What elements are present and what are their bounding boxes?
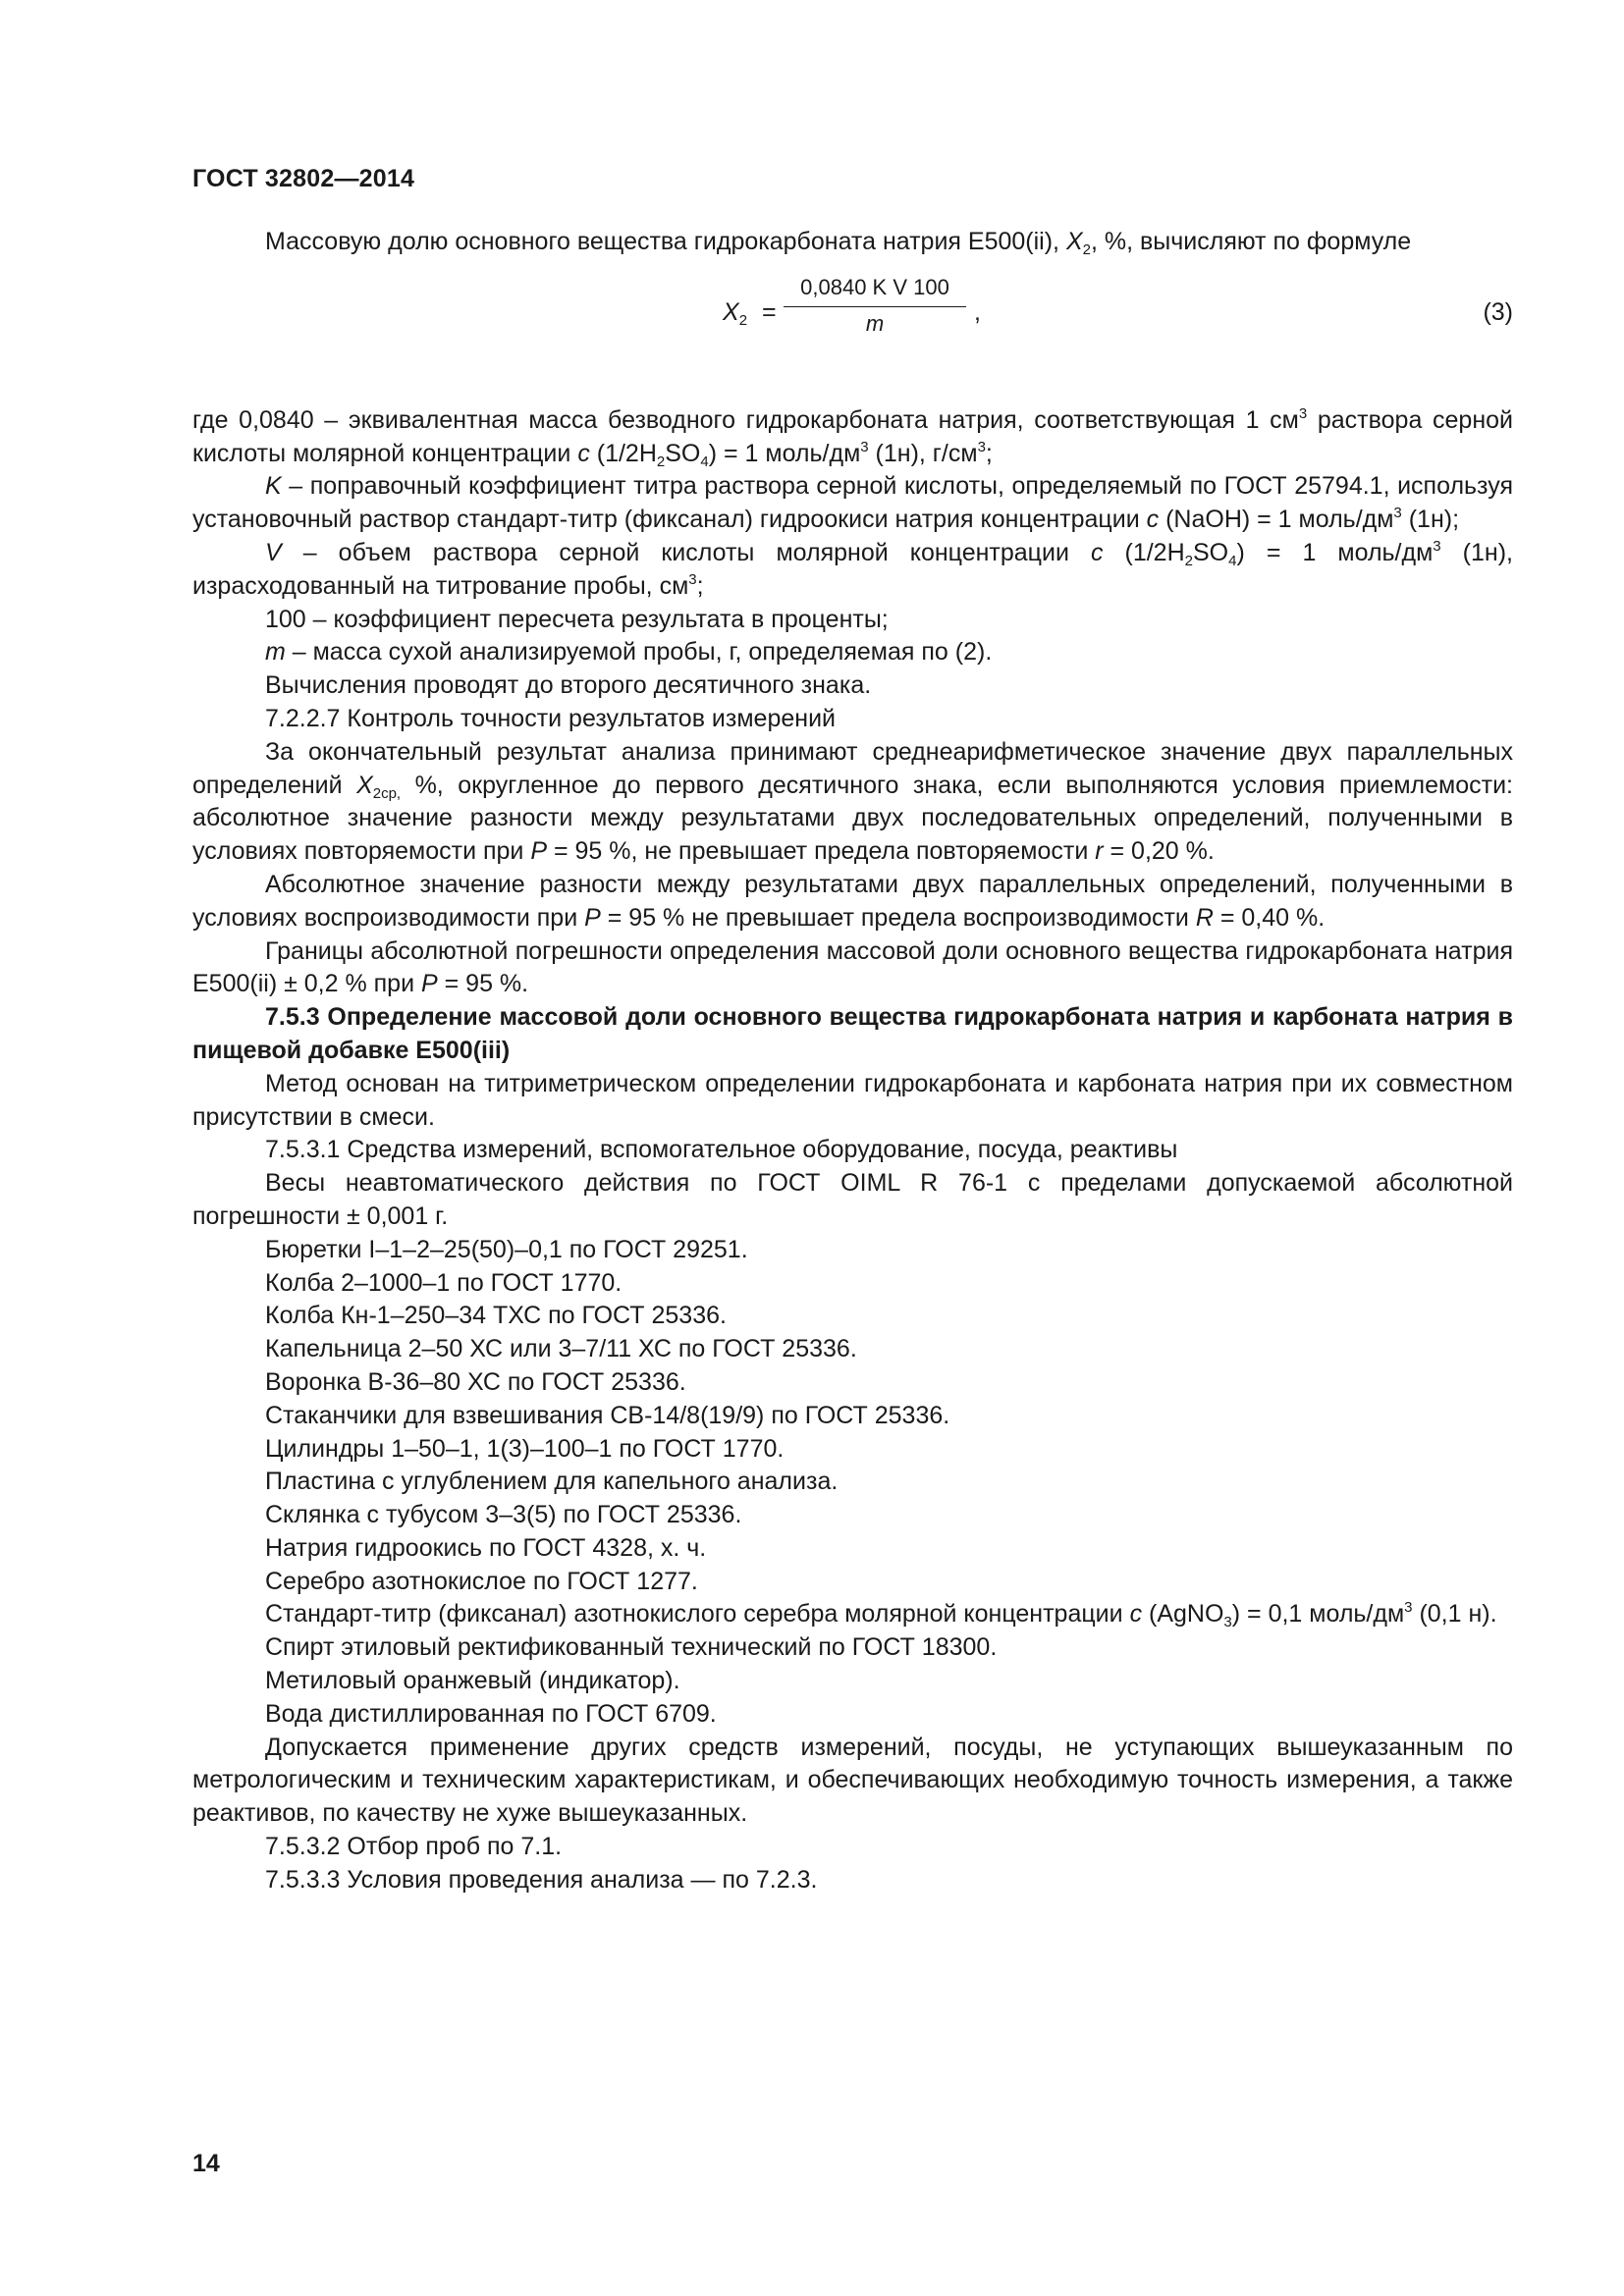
text: – масса сухой анализируемой пробы, г, определяемая по (2). <box>285 638 993 667</box>
text: (AgNO <box>1142 1600 1224 1629</box>
list-item: Воронка В-36–80 ХС по ГОСТ 25336. <box>265 1367 686 1396</box>
var: R <box>1195 903 1214 932</box>
list-item: Серебро азотнокислое по ГОСТ 1277. <box>265 1567 698 1595</box>
text: = 95 % не превышает предела воспроизводимости <box>600 903 1196 932</box>
sub: 4 <box>700 453 709 470</box>
formula-comma: , <box>974 297 981 326</box>
text: (1/2H <box>1103 538 1185 566</box>
intro-var-sub: 2 <box>1082 241 1091 258</box>
text: За окончательный результат анализа принимают среднеарифметическое значение двух параллельных определений <box>192 737 1513 799</box>
var: P <box>584 903 601 932</box>
where-100: 100 – коэффициент пересчета результата в проценты; <box>265 605 889 633</box>
list-item: Капельница 2–50 ХС или 3–7/11 ХС по ГОСТ 25336. <box>265 1335 857 1363</box>
text: SO <box>1192 538 1229 566</box>
formula-lhs <box>723 296 747 330</box>
var: m <box>265 638 286 667</box>
where-m <box>192 636 1513 669</box>
text: – поправочный коэффициент титра раствора серной кислоты, определяемый по ГОСТ 25794.1, используя установочный раствор стандарт-титр (фиксанал) гидроокиси натрия концентрации <box>192 472 1513 534</box>
page-number: 14 <box>192 2150 220 2177</box>
text: ) = 0,1 моль/дм <box>1231 1600 1405 1629</box>
sup: 3 <box>860 438 869 455</box>
text: %, округленное до первого десятичного знака, если выполняются условия приемлемости: абсолютное значение разности между результатами двух последовательных определений, полученными в условиях повторяемости при <box>192 771 1513 866</box>
formula-lhs-sub: 2 <box>738 311 748 329</box>
sup: 3 <box>977 438 986 455</box>
reproducibility-paragraph <box>192 869 1513 935</box>
intro-text-end: , %, вычисляют по формуле <box>1090 228 1412 255</box>
var: r <box>1095 837 1104 866</box>
text: = 0,40 %. <box>1213 903 1326 932</box>
text: Границы абсолютной погрешности определения массовой доли основного вещества гидрокарбоната натрия Е500(ii) ± 0,2 % при <box>192 936 1513 998</box>
formula-numerator: 0,0840 K V 100 <box>784 273 966 307</box>
document-body <box>192 226 1513 1897</box>
intro-text: Массовую долю основного вещества гидрокарбоната натрия Е500(ii), <box>265 228 1066 255</box>
text: (1/2H <box>589 439 657 467</box>
var: P <box>530 837 548 866</box>
intro-var: X <box>1065 228 1083 255</box>
var: V <box>265 538 282 566</box>
list-item: Метиловый оранжевый (индикатор). <box>265 1667 680 1695</box>
sub: 4 <box>1228 552 1237 569</box>
calc-paragraph: Вычисления проводят до второго десятичного знака. <box>265 671 872 700</box>
bounds-paragraph <box>192 935 1513 1002</box>
text: – объем раствора серной кислоты молярной концентрации <box>281 538 1091 566</box>
var: K <box>265 472 282 501</box>
text: (1н), израсходованный на титрование пробы, см <box>192 538 1513 600</box>
text: (NaOH) = 1 моль/дм <box>1159 506 1394 534</box>
list-item: Натрия гидроокись по ГОСТ 4328, х. ч. <box>265 1533 707 1562</box>
list-item: Колба 2–1000–1 по ГОСТ 1770. <box>265 1268 623 1297</box>
text: = 95 %. <box>437 970 529 998</box>
sup: 3 <box>1433 537 1441 555</box>
text: ) = 1 моль/дм <box>1236 538 1434 566</box>
sub: 3 <box>1223 1614 1232 1631</box>
formula-equals: = <box>762 297 777 326</box>
standard-header: ГОСТ 32802—2014 <box>192 165 415 192</box>
sub: 2 <box>656 453 666 470</box>
text: раствора серной кислоты молярной концентрации <box>192 405 1513 467</box>
sup: 3 <box>688 570 697 588</box>
text: ; <box>985 439 993 467</box>
text: Абсолютное значение разности между результатами двух параллельных определений, полученными в условиях воспроизводимости при <box>192 870 1513 932</box>
text: Стандарт-титр (фиксанал) азотнокислого серебра молярной концентрации <box>265 1600 1130 1629</box>
sup: 3 <box>1298 404 1308 422</box>
formula-fraction <box>784 273 966 341</box>
allowed-paragraph: Допускается применение других средств измерений, посуды, не уступающих вышеуказанным по метрологическим и техническим характеристикам, и обеспечивающих необходимую точность измерения, а также реактивов, по качеству не хуже вышеуказанных. <box>192 1733 1513 1828</box>
list-item: Пластина с углублением для капельного анализа. <box>265 1468 839 1496</box>
text: (0,1 н). <box>1412 1600 1497 1629</box>
sup: 3 <box>1393 505 1402 522</box>
sub: 2 <box>1184 552 1193 569</box>
text: ; <box>696 571 704 600</box>
method-paragraph: Метод основан на титриметрическом определении гидрокарбоната и карбоната натрия при их совместном присутствии в смеси. <box>192 1069 1513 1131</box>
var: c <box>1146 506 1160 534</box>
var: c <box>1090 538 1104 566</box>
section-7531: 7.5.3.1 Средства измерений, вспомогательное оборудование, посуда, реактивы <box>265 1136 1178 1164</box>
intro-paragraph <box>192 226 1513 259</box>
where-line-1 <box>192 404 1513 471</box>
final-result-paragraph <box>192 736 1513 869</box>
formula-number: (3) <box>1483 297 1513 326</box>
sub: 2ср, <box>372 784 402 802</box>
text: ) = 1 моль/дм <box>708 439 861 467</box>
list-item: Стаканчики для взвешивания СВ-14/8(19/9) по ГОСТ 25336. <box>265 1401 950 1429</box>
list-item: Спирт этиловый ректификованный технический по ГОСТ 18300. <box>265 1633 998 1662</box>
section-7532: 7.5.3.2 Отбор проб по 7.1. <box>265 1833 563 1861</box>
list-item: Склянка с тубусом 3–3(5) по ГОСТ 25336. <box>265 1501 742 1529</box>
text: (1н), г/см <box>868 439 978 467</box>
where-k <box>192 470 1513 537</box>
formula-lhs-var: X <box>723 297 739 326</box>
list-item: Цилиндры 1–50–1, 1(3)–100–1 по ГОСТ 1770. <box>265 1434 785 1463</box>
var: P <box>420 970 438 998</box>
section-7533: 7.5.3.3 Условия проведения анализа — по 7.2.3. <box>265 1865 818 1894</box>
text: (1н); <box>1401 506 1460 534</box>
var: X <box>356 771 373 799</box>
text: где 0,0840 – эквивалентная масса безводного гидрокарбоната натрия, соответствующая 1 см <box>192 405 1299 434</box>
where-v <box>192 537 1513 604</box>
scales-paragraph: Весы неавтоматического действия по ГОСТ OIML R 76-1 с пределами допускаемой абсолютной погрешности ± 0,001 г. <box>192 1169 1513 1230</box>
text: = 95 %, не превышает предела повторяемости <box>547 837 1096 866</box>
sup: 3 <box>1404 1599 1413 1617</box>
list-item: Колба Кн-1–250–34 ТХС по ГОСТ 25336. <box>265 1302 727 1330</box>
text: = 0,20 %. <box>1103 837 1215 866</box>
section-7227: 7.2.2.7 Контроль точности результатов измерений <box>265 704 836 732</box>
list-item: Вода дистиллированная по ГОСТ 6709. <box>265 1699 717 1728</box>
var: c <box>1129 1600 1143 1629</box>
section-753-heading: 7.5.3 Определение массовой доли основного вещества гидрокарбоната натрия и карбоната натрия в пищевой добавке Е500(iii) <box>192 1003 1513 1064</box>
standard-titr-item <box>192 1598 1513 1631</box>
list-item: Бюретки I–1–2–25(50)–0,1 по ГОСТ 29251. <box>265 1235 748 1263</box>
var: c <box>577 439 590 467</box>
text: SO <box>665 439 701 467</box>
formula-denominator: m <box>865 310 885 336</box>
formula-3 <box>192 267 1513 383</box>
